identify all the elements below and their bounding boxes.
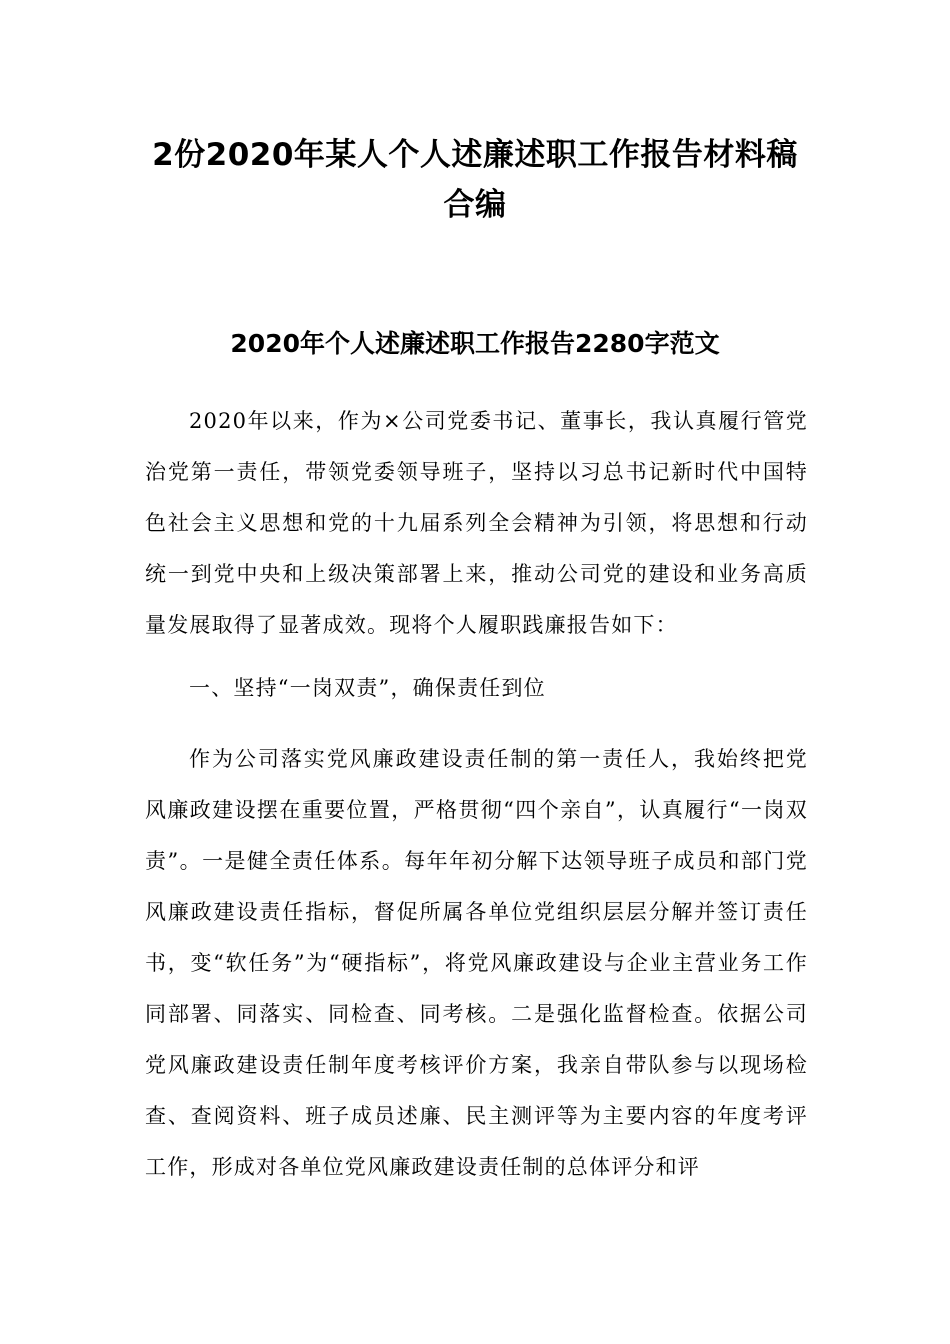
document-title: 2份2020年某人个人述廉述职工作报告材料稿合编 — [152, 137, 798, 223]
section-title: 2020年个人述廉述职工作报告2280字范文 — [230, 329, 720, 358]
body-paragraph: 作为公司落实党风廉政建设责任制的第一责任人，我始终把党风廉政建设摆在重要位置，严格贯彻“四个亲自”，认真履行“一岗双责”。一是健全责任体系。每年年初分解下达领导班子成员和部门党风廉政建设责任指标，督促所属各单位党组织层层分解并签订责任书，变“软任务”为“硬指标”，将党风廉政建设与企业主营业务工作同部署、同落实、同检查、同考核。二是强化监督检查。依据公司党风廉政建设责任制年度考核评价方案，我亲自带队参与以现场检查、查阅资料、班子成员述廉、民主测评等为主要内容的年度考评工作，形成对各单位党风廉政建设责任制的总体评分和评 — [145, 747, 808, 1179]
intro-paragraph: 2020年以来，作为×公司党委书记、董事长，我认真履行管党治党第一责任，带领党委领导班子，坚持以习总书记新时代中国特色社会主义思想和党的十九届系列全会精神为引领，将思想和行动统一到党中央和上级决策部署上来，推动公司党的建设和业务高质量发展取得了显著成效。现将个人履职践廉报告如下： — [145, 409, 808, 637]
subheading-one: 一、坚持“一岗双责”，确保责任到位 — [189, 676, 546, 700]
